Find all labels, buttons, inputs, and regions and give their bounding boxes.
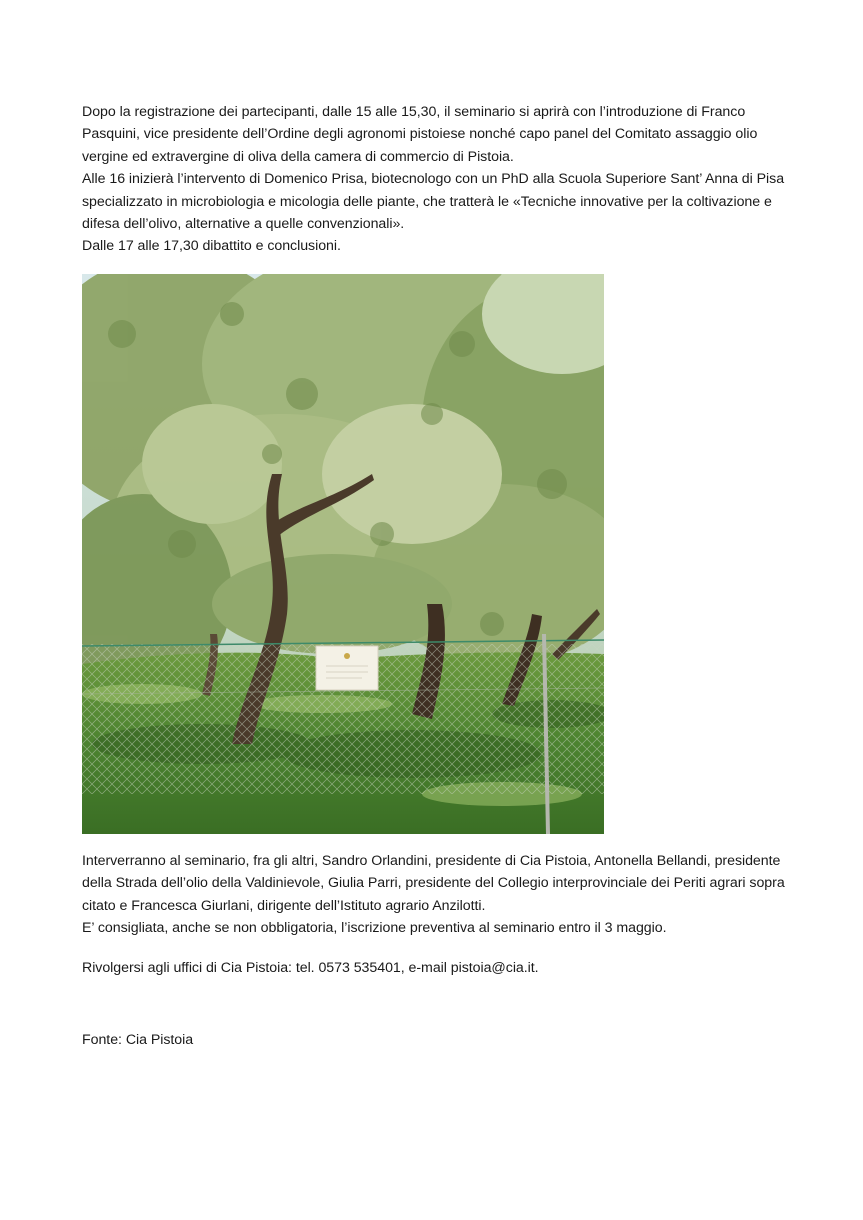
source-section <box>82 1029 787 1051</box>
intro-section <box>82 101 787 258</box>
registration-paragraph: E’ consigliata, anche se non obbligatoria, l’iscrizione preventiva al seminario entro il 3 maggio. <box>82 920 667 937</box>
olive-grove-photo <box>82 274 604 834</box>
intro-paragraph-registration: Dopo la registrazione dei partecipanti, dalle 15 alle 15,30, il seminario si aprirà con l’introduzione di Franco Pasquini, vice presidente dell’Ordine degli agronomi pistoiese nonché capo panel del Comitato assaggio olio vergine ed extravergine di oliva della camera di commercio di Pistoia. <box>82 104 758 165</box>
contact-paragraph: Rivolgersi agli uffici di Cia Pistoia: tel. 0573 535401, e-mail pistoia@cia.it. <box>82 960 539 976</box>
intro-paragraph-speaker: Alle 16 inizierà l’intervento di Domenico Prisa, biotecnologo con un PhD alla Scuola Superiore Sant’ Anna di Pisa specializzato in microbiologia e micologia delle piante, che tratterà le «Tecniche innovative per la coltivazione e difesa dell’olivo, alternative a quelle convenzionali». <box>82 171 785 233</box>
intro-paragraph-debate: Dalle 17 alle 17,30 dibattito e conclusioni. <box>82 238 341 255</box>
speakers-paragraph: Interverranno al seminario, fra gli altri, Sandro Orlandini, presidente di Cia Pistoia, Antonella Bellandi, presidente della Strada dell’olio della Valdinievole, Giulia Parri, presidente del Collegio interprovinciale dei Periti agrari sopra citato e Francesca Giurlani, dirigente dell’Istituto agrario Anzilotti. <box>82 853 785 914</box>
contact-section <box>82 957 787 979</box>
source-credit: Fonte: Cia Pistoia <box>82 1032 194 1048</box>
speakers-section <box>82 850 787 940</box>
